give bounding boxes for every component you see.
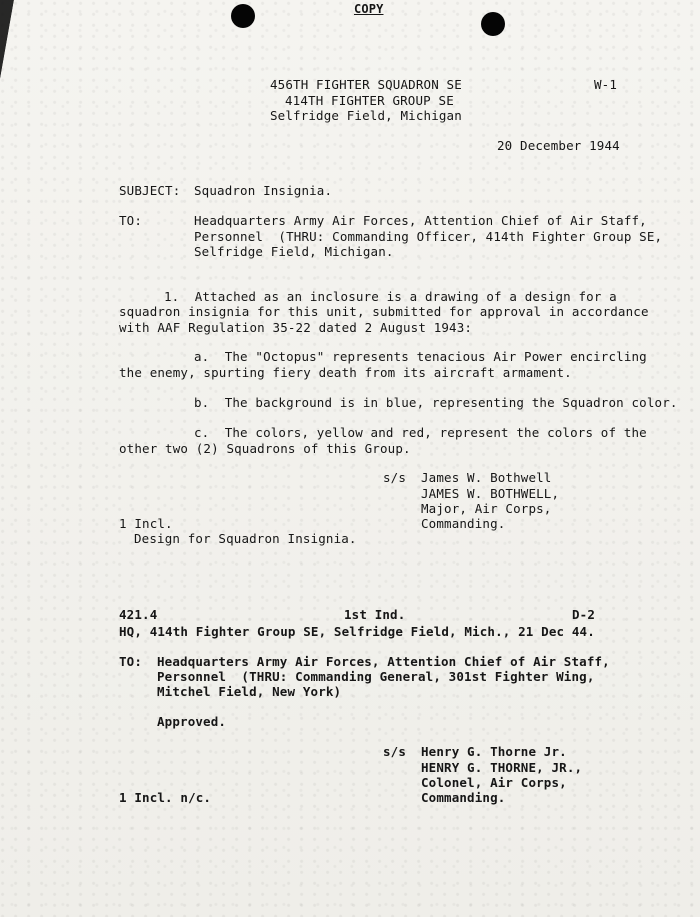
indorsement-to-label: TO:	[119, 654, 143, 669]
punch-hole-right	[481, 12, 505, 36]
signature-1-line-3: Major, Air Corps,	[421, 501, 552, 516]
signature-2-line-2: HENRY G. THORNE, JR.,	[421, 760, 583, 775]
inclosure-1-count: 1 Incl.	[119, 516, 173, 531]
signature-2-prefix: s/s	[383, 744, 407, 759]
letterhead-line-2: 414TH FIGHTER GROUP SE	[285, 93, 454, 108]
to-line-3: Selfridge Field, Michigan.	[194, 244, 394, 259]
indorsement-file-no: 421.4	[119, 607, 158, 622]
para-a-line-2: the enemy, spurting fiery death from its aircraft armament.	[119, 365, 572, 380]
para-c-line-1: c. The colors, yellow and red, represent the colors of the	[194, 425, 647, 440]
para-1-line-2: squadron insignia for this unit, submitted for approval in accordance	[119, 304, 649, 319]
signature-2-line-4: Commanding.	[421, 790, 506, 805]
to-line-1: Headquarters Army Air Forces, Attention Chief of Air Staff,	[194, 213, 647, 228]
to-line-2: Personnel (THRU: Commanding Officer, 414th Fighter Group SE,	[194, 229, 663, 244]
indorsement-action: Approved.	[157, 714, 227, 729]
letter-date: 20 December 1944	[497, 138, 620, 153]
scan-edge-mark	[0, 0, 18, 120]
subject-label: SUBJECT:	[119, 183, 181, 198]
indorsement-mark: D-2	[572, 607, 596, 622]
inclosure-2-note: 1 Incl. n/c.	[119, 790, 212, 805]
indorsement-from: HQ, 414th Fighter Group SE, Selfridge Field, Mich., 21 Dec 44.	[119, 624, 595, 639]
indorsement-to-line-3: Mitchel Field, New York)	[157, 684, 342, 699]
para-1-line-3: with AAF Regulation 35-22 dated 2 August 1943:	[119, 320, 473, 335]
para-a-line-1: a. The "Octopus" represents tenacious Air Power encircling	[194, 349, 647, 364]
signature-2-line-3: Colonel, Air Corps,	[421, 775, 567, 790]
indorsement-to-line-2: Personnel (THRU: Commanding General, 301st Fighter Wing,	[157, 669, 595, 684]
signature-1-prefix: s/s	[383, 470, 407, 485]
page-mark: W-1	[594, 77, 618, 92]
subject-text: Squadron Insignia.	[194, 183, 333, 198]
para-b: b. The background is in blue, representing the Squadron color.	[194, 395, 678, 410]
inclosure-1-title: Design for Squadron Insignia.	[134, 531, 357, 546]
signature-1-line-2: JAMES W. BOTHWELL,	[421, 486, 560, 501]
copy-stamp: COPY	[354, 2, 384, 16]
to-label: TO:	[119, 213, 143, 228]
indorsement-title: 1st Ind.	[344, 607, 406, 622]
para-c-line-2: other two (2) Squadrons of this Group.	[119, 441, 411, 456]
signature-2-line-1: Henry G. Thorne Jr.	[421, 744, 567, 759]
letterhead-line-3: Selfridge Field, Michigan	[270, 108, 462, 123]
indorsement-to-line-1: Headquarters Army Air Forces, Attention Chief of Air Staff,	[157, 654, 610, 669]
para-1-line-1: 1. Attached as an inclosure is a drawing of a design for a	[164, 289, 617, 304]
signature-1-line-1: James W. Bothwell	[421, 470, 552, 485]
signature-1-line-4: Commanding.	[421, 516, 506, 531]
letterhead-line-1: 456TH FIGHTER SQUADRON SE	[270, 77, 462, 92]
punch-hole-left	[231, 4, 255, 28]
